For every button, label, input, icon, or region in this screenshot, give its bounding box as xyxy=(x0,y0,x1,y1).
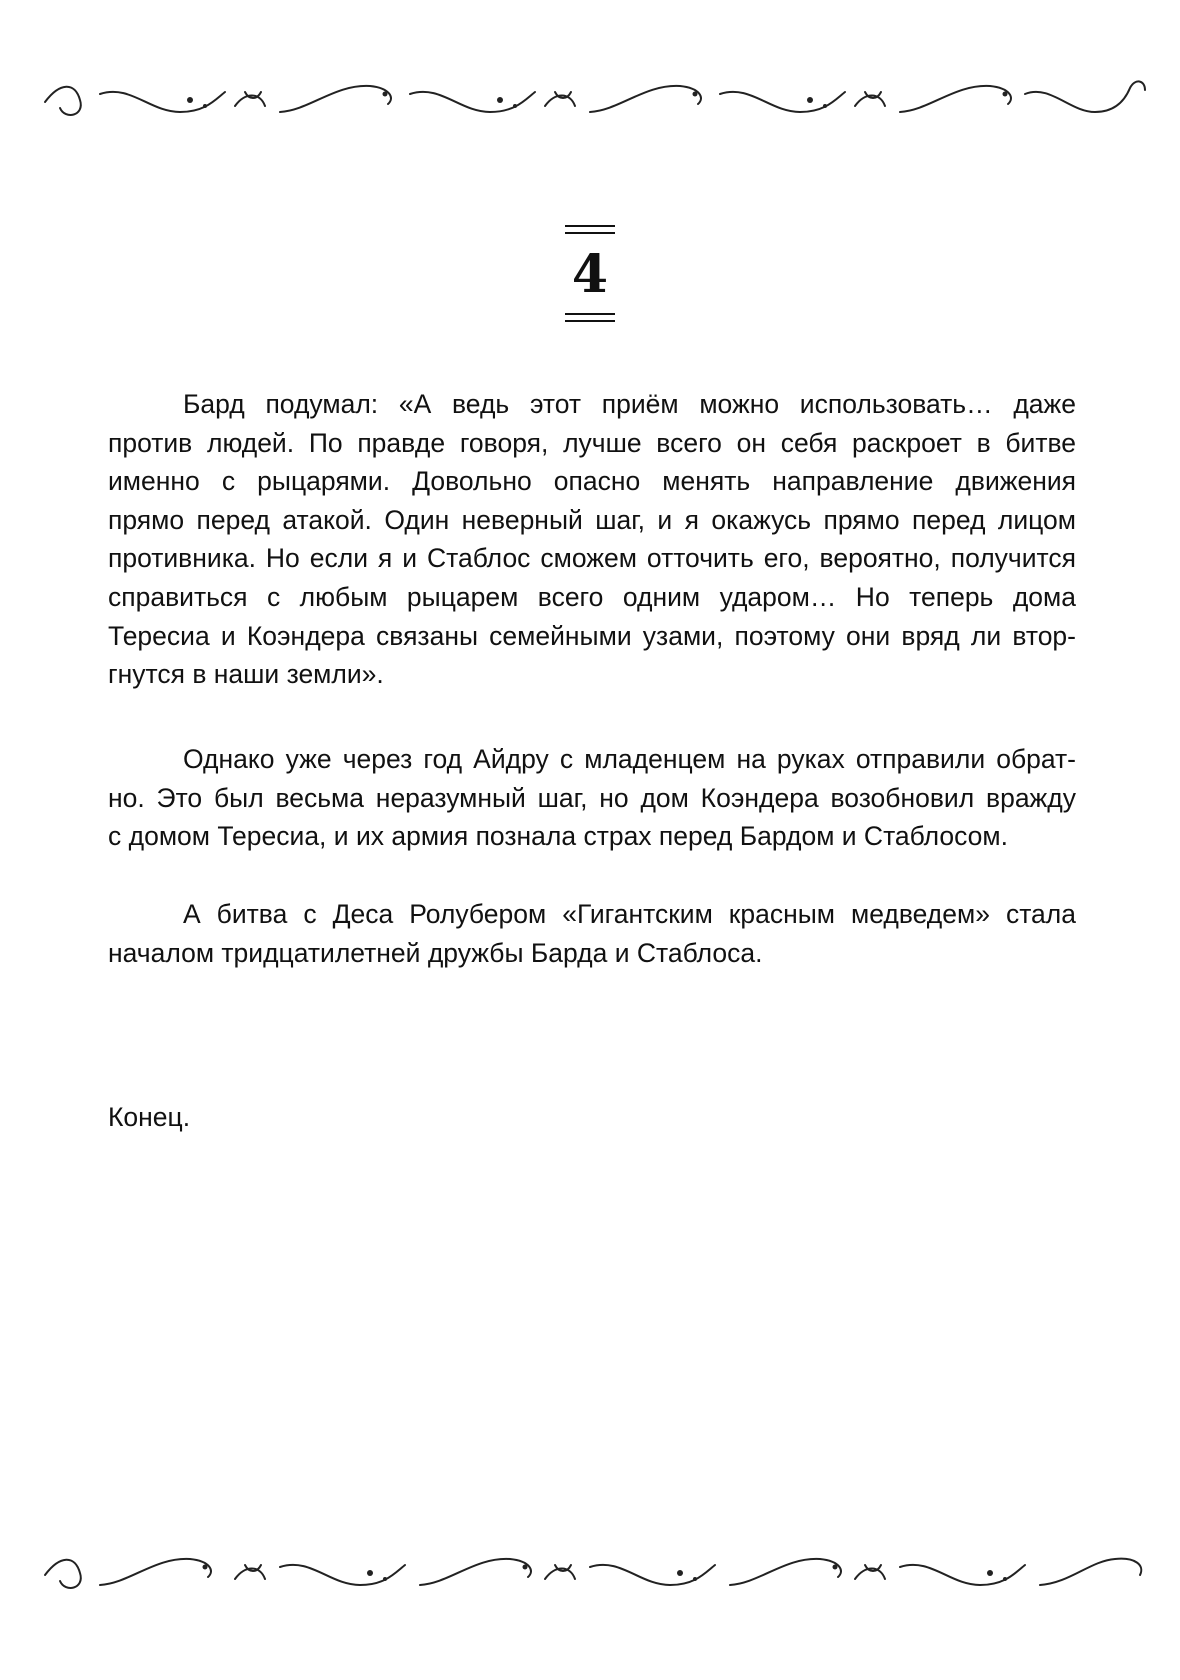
chapter-top-rule-second xyxy=(565,232,615,234)
top-floral-border-icon xyxy=(40,72,1150,132)
paragraph-line: но. Это был весьма неразумный шаг, но дом Коэндера возобновил вражду xyxy=(108,782,1076,813)
chapter-top-rule xyxy=(565,225,615,227)
paragraph-3 xyxy=(108,895,1076,972)
paragraph-line: с домом Тересиа, и их армия познала страх перед Бардом и Стаблосом. xyxy=(108,821,1009,852)
paragraph-line: Однако уже через год Айдру с младенцем на руках отправили обрат- xyxy=(183,744,1076,774)
bottom-floral-border-icon xyxy=(40,1545,1150,1605)
paragraph-1 xyxy=(108,385,1076,694)
paragraph-line: прямо перед атакой. Один неверный шаг, и я окажусь прямо перед лицом xyxy=(108,504,1076,535)
paragraph-line: справиться с любым рыцарем всего одним ударом… Но теперь дома xyxy=(108,581,1076,612)
paragraph-line: против людей. По правде говоря, лучше всего он себя раскроет в битве xyxy=(108,427,1076,458)
paragraph-line: началом тридцатилетней дружбы Барда и Стаблоса. xyxy=(108,937,763,968)
chapter-number: 4 xyxy=(571,244,609,305)
end-text: Конец. xyxy=(108,1102,191,1132)
chapter-bottom-rule xyxy=(565,313,615,315)
paragraph-line: именно с рыцарями. Довольно опасно менять направление движения xyxy=(108,466,1076,497)
paragraph-line: А битва с Деса Ролубером «Гигантским красным медведем» стала xyxy=(183,899,1076,929)
chapter-heading xyxy=(0,225,1180,325)
paragraph-line: противника. Но если я и Стаблос сможем отточить его, вероятно, получится xyxy=(108,543,1076,574)
paragraph-line: Бард подумал: «А ведь этот приём можно использовать… даже xyxy=(183,389,1076,419)
paragraph-line: гнутся в наши земли». xyxy=(108,659,384,690)
paragraph-line: Тересиа и Коэндера связаны семейными узами, поэтому они вряд ли втор- xyxy=(108,620,1076,651)
paragraph-end xyxy=(108,1098,1076,1137)
paragraph-2 xyxy=(108,740,1076,856)
chapter-bottom-rule-second xyxy=(565,320,615,322)
